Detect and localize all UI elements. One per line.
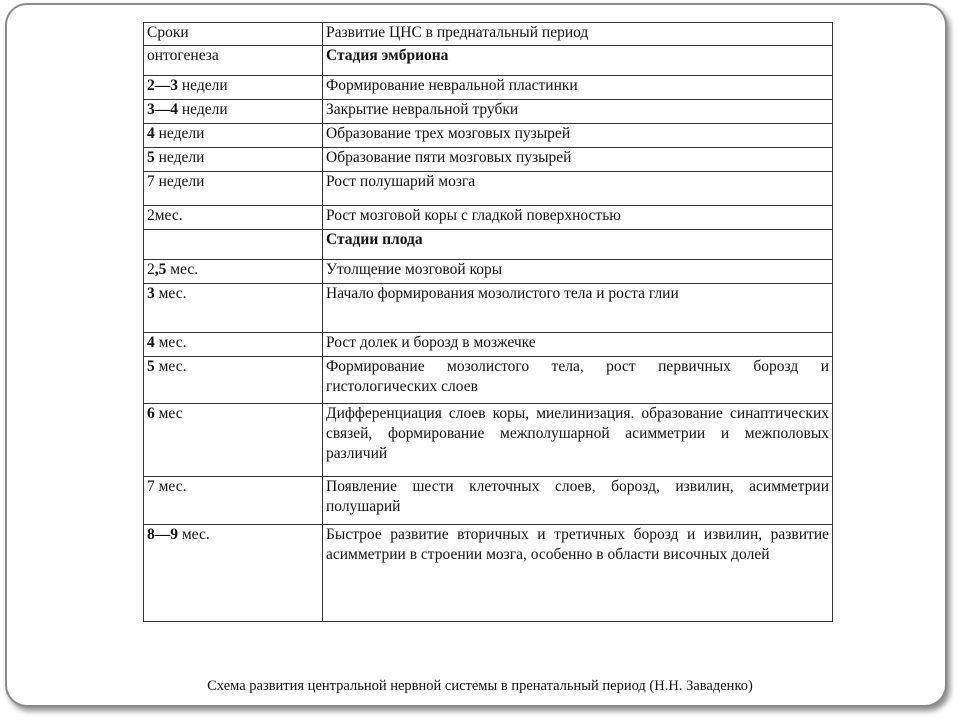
- header-row-1: [144, 23, 833, 46]
- table-row: [144, 404, 833, 477]
- table-row: [144, 206, 833, 230]
- row-text: Дифференциация слоев коры, миелинизация. образование синаптических связей, формирование межполушарной асимметрии и межполовых различий: [323, 404, 833, 477]
- row-text: Образование пяти мозговых пузырей: [323, 148, 833, 172]
- term-number: 3: [147, 285, 155, 302]
- ontogenesis-table: [143, 22, 833, 622]
- term-unit: 7 недели: [147, 173, 205, 190]
- term-number: 5: [147, 358, 155, 375]
- table-row: [144, 124, 833, 148]
- row-text: Рост долек и борозд в мозжечке: [323, 333, 833, 357]
- stage-fetus-label: Стадии плода: [323, 230, 833, 260]
- term-unit: недели: [178, 77, 228, 94]
- term-unit: недели: [154, 149, 205, 166]
- term-number: 6: [147, 405, 155, 422]
- row-text: Быстрое развитие вторичных и третичных борозд и извилин, развитие асимметрии в строении мозга, особенно в области височных долей: [323, 525, 833, 622]
- row-text: Утолщение мозговой коры: [323, 260, 833, 284]
- table-caption: Схема развития центральной нервной системы в пренатальный период (Н.Н. Заваденко): [207, 678, 753, 694]
- term-number: 3—4: [147, 101, 178, 118]
- term-number: 2—3: [147, 77, 178, 94]
- term-number: ,5: [154, 261, 167, 278]
- term-number: 4: [147, 125, 155, 142]
- term-number-pre: 2: [147, 261, 155, 278]
- header-development: Развитие ЦНС в преднатальный период: [323, 23, 833, 46]
- term-number: 5: [147, 149, 155, 166]
- row-text: Закрытие невральной трубки: [323, 100, 833, 124]
- header-row-2: [144, 46, 833, 76]
- row-text: Формирование мозолистого тела, рост первичных борозд и гистологических слоев: [323, 357, 833, 404]
- table-row: [144, 357, 833, 404]
- term-unit: мес.: [166, 261, 199, 278]
- term-unit: мес.: [154, 285, 187, 302]
- stage-embryo-label: Стадия эмбриона: [323, 46, 833, 76]
- table-row: [144, 76, 833, 100]
- term-unit: мес.: [154, 334, 187, 351]
- table-row: [144, 172, 833, 206]
- term-unit: недели: [178, 101, 228, 118]
- cns-development-table: [143, 22, 833, 622]
- table-row: [144, 333, 833, 357]
- term-number: 8—9: [147, 526, 178, 543]
- row-text: Формирование невральной пластинки: [323, 76, 833, 100]
- header-term-cont: онтогенеза: [144, 46, 323, 76]
- row-text: Образование трех мозговых пузырей: [323, 124, 833, 148]
- term-unit: 2мес.: [147, 207, 183, 224]
- row-text: Появление шести клеточных слоев, борозд, извилин, асимметрии полушарий: [323, 477, 833, 525]
- term-unit: 7 мес.: [147, 478, 187, 495]
- table-row: [144, 525, 833, 622]
- term-unit: мес: [154, 405, 183, 422]
- term-unit: недели: [154, 125, 205, 142]
- term-unit: мес.: [154, 358, 187, 375]
- table-row: [144, 100, 833, 124]
- table-row: [144, 284, 833, 333]
- table-row: [144, 260, 833, 284]
- stage-row: [144, 230, 833, 260]
- row-text: Рост полушарий мозга: [323, 172, 833, 206]
- term-number: 4: [147, 334, 155, 351]
- header-term: Сроки: [144, 23, 323, 46]
- term-unit: мес.: [178, 526, 210, 543]
- row-text: Рост мозговой коры с гладкой поверхностью: [323, 206, 833, 230]
- table-row: [144, 477, 833, 525]
- table-row: [144, 148, 833, 172]
- row-text: Начало формирования мозолистого тела и роста глии: [323, 284, 833, 333]
